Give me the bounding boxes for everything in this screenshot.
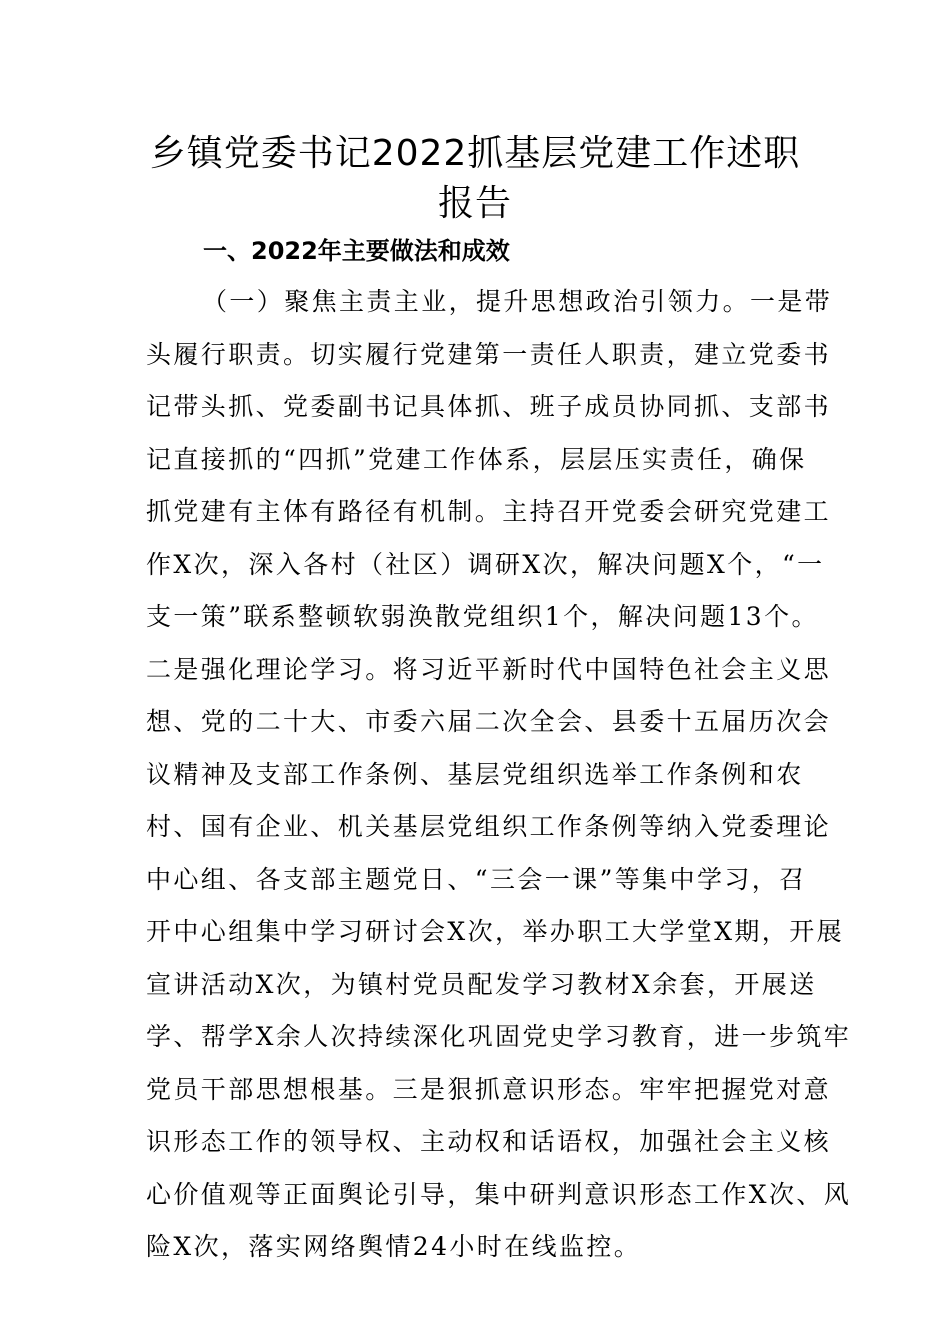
paragraph-line: 宣讲活动X次，为镇村党员配发学习教材X余套，开展送	[146, 969, 817, 999]
paragraph-line: 识形态工作的领导权、主动权和话语权，加强社会主义核	[146, 1127, 832, 1156]
paragraph-line: 二是强化理论学习。将习近平新时代中国特色社会主义思	[146, 654, 832, 684]
paragraph-line: 作X次，深入各村（社区）调研X次，解决问题X个，“一	[146, 549, 825, 579]
paragraph-line: 心价值观等正面舆论引导，集中研判意识形态工作X次、风	[146, 1179, 852, 1209]
paragraph-line: 记直接抓的“四抓”党建工作体系，层层压实责任，确保	[146, 444, 807, 474]
paragraph-line: （一）聚焦主责主业，提升思想政治引领力。一是带	[202, 287, 833, 316]
paragraph-line: 党员干部思想根基。三是狠抓意识形态。牢牢把握党对意	[146, 1074, 832, 1104]
body-paragraph	[146, 276, 852, 1274]
paragraph-line: 支一策”联系整顿软弱涣散党组织1个，解决问题13个。	[146, 602, 819, 631]
paragraph-line: 学、帮学X余人次持续深化巩固党史学习教育，进一步筑牢	[146, 1022, 852, 1051]
paragraph-line: 记带头抓、党委副书记具体抓、班子成员协同抓、支部书	[146, 392, 832, 421]
paragraph-line: 头履行职责。切实履行党建第一责任人职责，建立党委书	[146, 339, 832, 369]
document-title-line-1: 乡镇党委书记2022抓基层党建工作述职	[149, 133, 801, 174]
section-heading: 一、2022年主要做法和成效	[203, 237, 510, 265]
document-title-line-2: 报告	[437, 183, 512, 224]
paragraph-line: 开中心组集中学习研讨会X次，举办职工大学堂X期，开展	[146, 917, 844, 946]
paragraph-line: 想、党的二十大、市委六届二次全会、县委十五届历次会	[146, 707, 832, 736]
paragraph-line: 险X次，落实网络舆情24小时在线监控。	[146, 1232, 642, 1261]
paragraph-line: 抓党建有主体有路径有机制。主持召开党委会研究党建工	[146, 497, 832, 526]
paragraph-line: 中心组、各支部主题党日、“三会一课”等集中学习，召	[146, 864, 807, 894]
paragraph-line: 村、国有企业、机关基层党组织工作条例等纳入党委理论	[146, 812, 832, 841]
paragraph-line: 议精神及支部工作条例、基层党组织选举工作条例和农	[146, 759, 804, 789]
